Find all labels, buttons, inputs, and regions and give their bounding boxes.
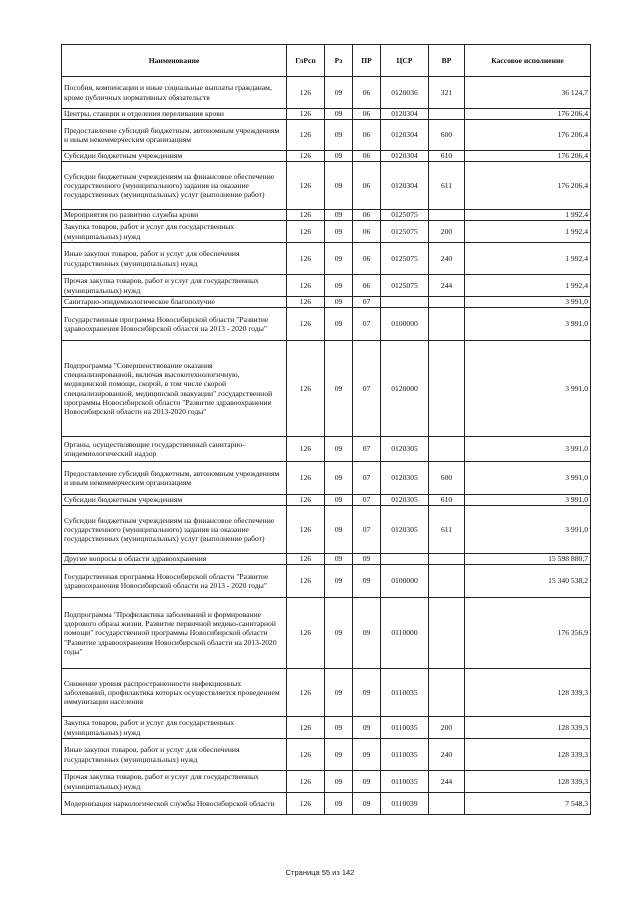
row-rz: 09	[325, 308, 353, 341]
row-amount: 176 206,4	[465, 151, 591, 162]
row-rz: 09	[325, 297, 353, 308]
row-pr: 06	[353, 210, 381, 221]
row-amount: 1 992,4	[465, 275, 591, 297]
header-name: Наименование	[62, 45, 287, 77]
row-glrsp: 126	[287, 162, 325, 210]
row-name: Закупка товаров, работ и услуг для государственных (муниципальных) нужд	[62, 717, 287, 739]
row-vr: 611	[429, 506, 465, 554]
row-glrsp: 126	[287, 717, 325, 739]
row-rz: 09	[325, 506, 353, 554]
row-amount: 3 991,0	[465, 462, 591, 495]
page-number: Страница 55 из 142	[285, 868, 355, 877]
row-glrsp: 126	[287, 598, 325, 669]
row-pr: 06	[353, 162, 381, 210]
header-glrsp: ГлРсп	[287, 45, 325, 77]
row-pr: 09	[353, 739, 381, 771]
row-pr: 06	[353, 275, 381, 297]
row-amount: 15 598 880,7	[465, 554, 591, 565]
row-csr: 0120305	[381, 495, 429, 506]
row-pr: 09	[353, 793, 381, 815]
row-glrsp: 126	[287, 297, 325, 308]
row-rz: 09	[325, 210, 353, 221]
row-rz: 09	[325, 771, 353, 793]
row-rz: 09	[325, 437, 353, 462]
row-csr: 0110035	[381, 717, 429, 739]
row-amount: 3 991,0	[465, 341, 591, 437]
row-name: Субсидии бюджетным учреждениям	[62, 495, 287, 506]
row-rz: 09	[325, 109, 353, 120]
row-name: Иные закупки товаров, работ и услуг для обеспечения государственных (муниципальных) нужд	[62, 243, 287, 275]
row-pr: 09	[353, 717, 381, 739]
row-rz: 09	[325, 275, 353, 297]
row-rz: 09	[325, 162, 353, 210]
row-csr: 0110035	[381, 771, 429, 793]
row-vr	[429, 669, 465, 717]
row-glrsp: 126	[287, 341, 325, 437]
row-csr: 0125075	[381, 221, 429, 243]
table-row	[62, 243, 591, 275]
row-glrsp: 126	[287, 210, 325, 221]
row-vr: 244	[429, 771, 465, 793]
row-glrsp: 126	[287, 221, 325, 243]
row-rz: 09	[325, 717, 353, 739]
header-csr: ЦСР	[381, 45, 429, 77]
row-pr: 06	[353, 109, 381, 120]
row-amount: 3 991,0	[465, 297, 591, 308]
header-rz: Рз	[325, 45, 353, 77]
row-pr: 09	[353, 771, 381, 793]
table-row	[62, 275, 591, 297]
row-vr	[429, 109, 465, 120]
row-pr: 07	[353, 341, 381, 437]
row-amount: 128 339,3	[465, 771, 591, 793]
row-glrsp: 126	[287, 506, 325, 554]
table-row	[62, 669, 591, 717]
table-row	[62, 120, 591, 151]
table-row	[62, 210, 591, 221]
table-row	[62, 77, 591, 109]
header-amount: Кассовое исполнение	[465, 45, 591, 77]
row-rz: 09	[325, 598, 353, 669]
row-glrsp: 126	[287, 437, 325, 462]
row-rz: 09	[325, 151, 353, 162]
row-csr: 0120304	[381, 120, 429, 151]
row-amount: 1 992,4	[465, 243, 591, 275]
row-vr	[429, 598, 465, 669]
table-row	[62, 565, 591, 598]
table-row	[62, 221, 591, 243]
row-pr: 07	[353, 462, 381, 495]
row-amount: 3 991,0	[465, 495, 591, 506]
row-rz: 09	[325, 554, 353, 565]
row-name: Государственная программа Новосибирской области "Развитие здравоохранения Новосибирской области на 2013 - 2020 годы"	[62, 565, 287, 598]
row-glrsp: 126	[287, 495, 325, 506]
table-row	[62, 739, 591, 771]
row-amount: 128 339,3	[465, 669, 591, 717]
row-csr: 0110035	[381, 669, 429, 717]
row-vr	[429, 554, 465, 565]
row-glrsp: 126	[287, 771, 325, 793]
budget-table	[61, 44, 591, 815]
table-row	[62, 308, 591, 341]
row-amount: 176 206,4	[465, 109, 591, 120]
row-name: Прочая закупка товаров, работ и услуг для государственных (муниципальных) нужд	[62, 275, 287, 297]
row-rz: 09	[325, 669, 353, 717]
table-row	[62, 495, 591, 506]
row-csr	[381, 297, 429, 308]
row-vr: 600	[429, 120, 465, 151]
row-csr: 0120036	[381, 77, 429, 109]
row-rz: 09	[325, 739, 353, 771]
row-csr: 0110000	[381, 598, 429, 669]
row-pr: 09	[353, 598, 381, 669]
table-row	[62, 297, 591, 308]
row-vr: 610	[429, 151, 465, 162]
row-glrsp: 126	[287, 554, 325, 565]
row-name: Закупка товаров, работ и услуг для государственных (муниципальных) нужд	[62, 221, 287, 243]
row-vr: 240	[429, 243, 465, 275]
row-name: Субсидии бюджетным учреждениям на финансовое обеспечение государственного (муниципального) задания на оказание государственных (муниципальных) услуг (выполнение работ)	[62, 162, 287, 210]
row-csr: 0100000	[381, 308, 429, 341]
row-glrsp: 126	[287, 77, 325, 109]
row-amount: 36 124,7	[465, 77, 591, 109]
row-vr	[429, 210, 465, 221]
row-name: Санитарно-эпидемиологическое благополучие	[62, 297, 287, 308]
row-csr: 0120305	[381, 506, 429, 554]
row-pr: 09	[353, 669, 381, 717]
row-csr: 0110035	[381, 739, 429, 771]
row-glrsp: 126	[287, 275, 325, 297]
row-vr	[429, 297, 465, 308]
row-name: Прочая закупка товаров, работ и услуг для государственных (муниципальных) нужд	[62, 771, 287, 793]
row-rz: 09	[325, 77, 353, 109]
row-name: Субсидии бюджетным учреждениям на финансовое обеспечение государственного (муниципального) задания на оказание государственных (муниципальных) услуг (выполнение работ)	[62, 506, 287, 554]
row-vr: 600	[429, 462, 465, 495]
row-glrsp: 126	[287, 109, 325, 120]
table-row	[62, 598, 591, 669]
row-vr	[429, 565, 465, 598]
row-name: Органы, осуществляющие государственный санитарно-эпидемиологический надзор	[62, 437, 287, 462]
row-vr	[429, 793, 465, 815]
row-glrsp: 126	[287, 151, 325, 162]
row-csr: 0120000	[381, 341, 429, 437]
row-pr: 07	[353, 495, 381, 506]
row-glrsp: 126	[287, 793, 325, 815]
header-vr: ВР	[429, 45, 465, 77]
table-row	[62, 462, 591, 495]
row-rz: 09	[325, 565, 353, 598]
row-glrsp: 126	[287, 739, 325, 771]
row-vr: 244	[429, 275, 465, 297]
row-vr: 611	[429, 162, 465, 210]
row-name: Предоставление субсидий бюджетным, автономным учреждениям и иным некоммерческим организациям	[62, 462, 287, 495]
row-pr: 06	[353, 243, 381, 275]
row-amount: 176 206,4	[465, 120, 591, 151]
row-glrsp: 126	[287, 669, 325, 717]
row-pr: 07	[353, 437, 381, 462]
table-row	[62, 771, 591, 793]
row-csr: 0120305	[381, 437, 429, 462]
header-pr: ПР	[353, 45, 381, 77]
row-name: Пособия, компенсации и иные социальные выплаты гражданам, кроме публичных нормативных обязательств	[62, 77, 287, 109]
row-name: Другие вопросы в области здравоохранения	[62, 554, 287, 565]
row-csr: 0100000	[381, 565, 429, 598]
table-header-row	[62, 45, 591, 77]
row-name: Центры, станции и отделения переливания крови	[62, 109, 287, 120]
row-glrsp: 126	[287, 462, 325, 495]
row-rz: 09	[325, 793, 353, 815]
row-vr: 200	[429, 717, 465, 739]
row-pr: 06	[353, 221, 381, 243]
table-row	[62, 793, 591, 815]
row-glrsp: 126	[287, 565, 325, 598]
row-amount: 3 991,0	[465, 437, 591, 462]
row-pr: 06	[353, 151, 381, 162]
row-csr: 0120304	[381, 109, 429, 120]
row-pr: 06	[353, 120, 381, 151]
row-name: Подпрограмма "Профилактика заболеваний и формирование здорового образа жизни. Развитие первичной медико-санитарной помощи" государственной программы Новосибирской области "Развитие здравоохранения Новосибирской области на 2013-2020 годы"	[62, 598, 287, 669]
row-rz: 09	[325, 495, 353, 506]
row-csr: 0120304	[381, 151, 429, 162]
row-amount: 7 548,3	[465, 793, 591, 815]
row-csr	[381, 554, 429, 565]
row-glrsp: 126	[287, 308, 325, 341]
row-pr: 07	[353, 506, 381, 554]
row-vr: 240	[429, 739, 465, 771]
row-amount: 1 992,4	[465, 210, 591, 221]
row-name: Предоставление субсидий бюджетным, автономным учреждениям и иным некоммерческим организациям	[62, 120, 287, 151]
row-name: Иные закупки товаров, работ и услуг для обеспечения государственных (муниципальных) нужд	[62, 739, 287, 771]
row-pr: 07	[353, 297, 381, 308]
row-csr: 0110039	[381, 793, 429, 815]
row-pr: 09	[353, 565, 381, 598]
row-vr: 321	[429, 77, 465, 109]
row-glrsp: 126	[287, 243, 325, 275]
row-rz: 09	[325, 221, 353, 243]
row-amount: 3 991,0	[465, 308, 591, 341]
row-vr	[429, 437, 465, 462]
row-name: Модернизация наркологической службы Новосибирской области	[62, 793, 287, 815]
row-amount: 15 340 538,2	[465, 565, 591, 598]
row-pr: 06	[353, 77, 381, 109]
row-glrsp: 126	[287, 120, 325, 151]
table-row	[62, 437, 591, 462]
row-name: Государственная программа Новосибирской области "Развитие здравоохранения Новосибирской области на 2013 - 2020 годы"	[62, 308, 287, 341]
row-rz: 09	[325, 341, 353, 437]
row-vr	[429, 308, 465, 341]
table-row	[62, 162, 591, 210]
row-name: Мероприятия по развитию службы крови	[62, 210, 287, 221]
row-amount: 176 356,9	[465, 598, 591, 669]
row-vr	[429, 341, 465, 437]
row-name: Субсидии бюджетным учреждениям	[62, 151, 287, 162]
row-csr: 0125075	[381, 275, 429, 297]
row-amount: 128 339,3	[465, 717, 591, 739]
row-vr: 610	[429, 495, 465, 506]
table-row	[62, 341, 591, 437]
table-row	[62, 506, 591, 554]
row-amount: 3 991,0	[465, 506, 591, 554]
row-csr: 0125075	[381, 210, 429, 221]
row-rz: 09	[325, 462, 353, 495]
row-rz: 09	[325, 243, 353, 275]
row-csr: 0125075	[381, 243, 429, 275]
row-csr: 0120304	[381, 162, 429, 210]
row-vr: 200	[429, 221, 465, 243]
row-amount: 176 206,4	[465, 162, 591, 210]
row-pr: 07	[353, 308, 381, 341]
table-row	[62, 109, 591, 120]
row-name: Снижение уровня распространенности инфекционных заболеваний, профилактика которых осуществляется проведением иммунизации населения	[62, 669, 287, 717]
row-csr: 0120305	[381, 462, 429, 495]
table-row	[62, 554, 591, 565]
row-name: Подпрограмма "Совершенствование оказания специализированной, включая высокотехнологичную, медицинской помощи, скорой, в том числе скорой специализированной, медицинской эвакуации" государственной программы Новосибирской области "Развитие здравоохранения Новосибирской области на 2013-2020 годы"	[62, 341, 287, 437]
row-amount: 128 339,3	[465, 739, 591, 771]
table-row	[62, 151, 591, 162]
row-pr: 09	[353, 554, 381, 565]
row-rz: 09	[325, 120, 353, 151]
row-amount: 1 992,4	[465, 221, 591, 243]
table-row	[62, 717, 591, 739]
